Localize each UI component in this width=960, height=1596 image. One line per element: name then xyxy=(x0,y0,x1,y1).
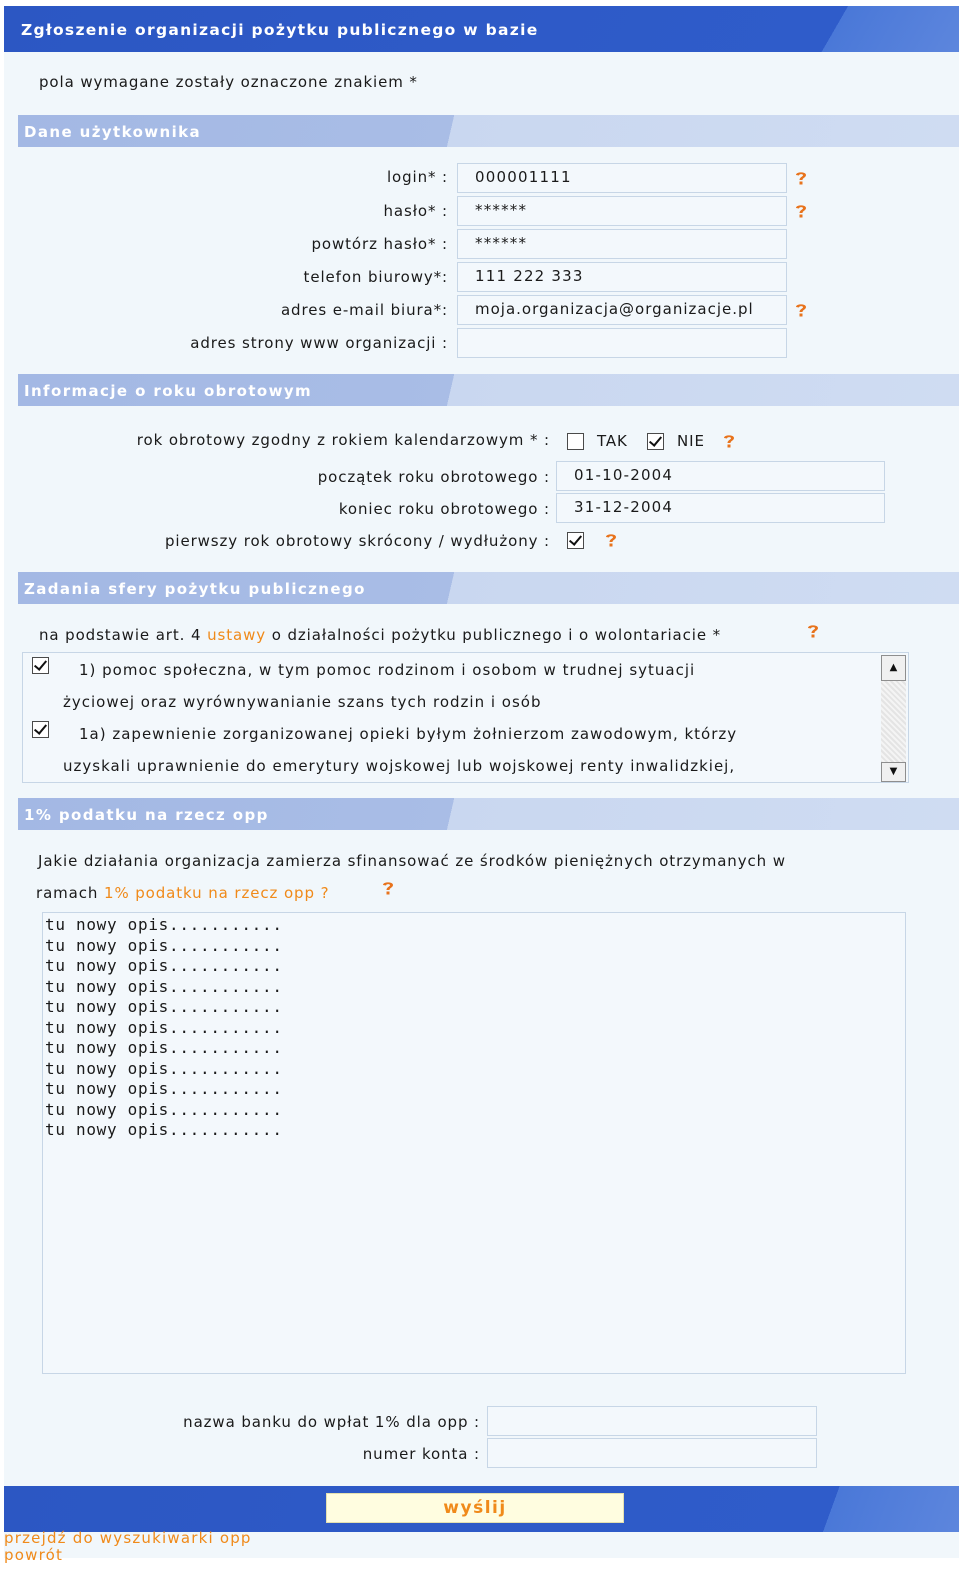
calendar-year-label: rok obrotowy zgodny z rokiem kalendarzowym * : xyxy=(136,431,550,449)
tax-question-line2 xyxy=(36,884,329,902)
description-line: tu nowy opis........... xyxy=(45,956,283,975)
tax-description-textarea[interactable] xyxy=(42,912,906,1374)
tax-question-text: ramach xyxy=(36,884,104,902)
tasks-intro-text: na podstawie art. 4 xyxy=(39,626,208,644)
search-link[interactable]: przejdź do wyszukiwarki opp xyxy=(4,1529,252,1547)
description-line: tu nowy opis........... xyxy=(45,1038,283,1057)
section-header-tasks: Zadania sfery pożytku publicznego xyxy=(18,572,959,604)
tasks-listbox[interactable] xyxy=(22,652,909,783)
ustawy-link[interactable]: ustawy xyxy=(207,626,267,644)
question-mark-icon[interactable] xyxy=(380,880,396,896)
tax-info-link[interactable]: 1% podatku na rzecz opp ? xyxy=(104,884,330,902)
question-mark-icon[interactable] xyxy=(603,532,619,548)
list-item: 1) pomoc społeczna, w tym pomoc rodzinom i osobom w trudnej sytuacji xyxy=(79,661,696,679)
tax-question-line1: Jakie działania organizacja zamierza sfinansować ze środków pieniężnych otrzymanych w xyxy=(38,852,786,870)
www-label: adres strony www organizacji : xyxy=(190,334,448,352)
shortened-year-label: pierwszy rok obrotowy skrócony / wydłużony : xyxy=(164,532,550,550)
phone-input[interactable]: 111 222 333 xyxy=(457,262,787,292)
question-mark-icon[interactable] xyxy=(793,302,809,318)
question-mark-icon[interactable] xyxy=(721,433,737,449)
login-input[interactable]: 000001111 xyxy=(457,163,787,193)
description-line: tu nowy opis........... xyxy=(45,1017,283,1037)
fiscal-start-label: początek roku obrotowego : xyxy=(317,468,550,486)
task-checkbox[interactable] xyxy=(32,721,49,738)
shortened-year-checkbox[interactable] xyxy=(567,532,584,549)
fiscal-end-label: koniec roku obrotowego : xyxy=(338,500,550,518)
list-item: uzyskali uprawnienie do emerytury wojskowej lub wojskowej renty inwalidzkiej, xyxy=(63,757,736,775)
email-label: adres e-mail biura*: xyxy=(280,301,448,319)
section-header-tax: 1% podatku na rzecz opp xyxy=(18,798,959,830)
email-input[interactable]: moja.organizacja@organizacje.pl xyxy=(457,295,787,325)
question-mark-icon[interactable] xyxy=(793,170,809,186)
tasks-intro xyxy=(39,626,721,644)
fiscal-start-input[interactable]: 01-10-2004 xyxy=(556,461,885,491)
fiscal-end-input[interactable]: 31-12-2004 xyxy=(556,493,885,523)
list-item: 1a) zapewnienie zorganizowanej opieki byłym żołnierzom zawodowym, którzy xyxy=(79,725,738,743)
description-line: tu nowy opis........... xyxy=(45,1120,283,1139)
password-input[interactable]: ****** xyxy=(457,196,787,226)
question-mark-icon[interactable] xyxy=(793,203,809,219)
phone-label: telefon biurowy*: xyxy=(303,268,448,286)
description-line: tu nowy opis........... xyxy=(45,935,283,955)
back-link[interactable]: powrót xyxy=(4,1546,64,1564)
password-repeat-label: powtórz hasło* : xyxy=(311,235,448,253)
listbox-scrollbar[interactable] xyxy=(881,655,906,780)
description-line: tu nowy opis........... xyxy=(45,1099,283,1119)
section-header-user: Dane użytkownika xyxy=(18,115,959,147)
account-label: numer konta : xyxy=(362,1445,480,1463)
tak-label: TAK xyxy=(597,432,628,450)
question-mark-icon[interactable] xyxy=(805,623,821,639)
bank-input[interactable] xyxy=(487,1406,817,1436)
nie-label: NIE xyxy=(677,432,705,450)
section-header-fiscal: Informacje o roku obrotowym xyxy=(18,374,959,406)
login-label: login* : xyxy=(386,168,448,186)
arrow-up-icon[interactable]: ▲ xyxy=(881,655,906,681)
bank-label: nazwa banku do wpłat 1% dla opp : xyxy=(183,1413,480,1431)
www-input[interactable] xyxy=(457,328,787,358)
list-item: życiowej oraz wyrównywanianie szans tych rodzin i osób xyxy=(63,693,542,711)
tasks-intro-rest: o działalności pożytku publicznego i o wolontariacie * xyxy=(266,626,722,644)
tak-checkbox[interactable] xyxy=(567,433,584,450)
description-line: tu nowy opis........... xyxy=(45,1058,283,1078)
page-title: Zgłoszenie organizacji pożytku publicznego w bazie xyxy=(4,6,959,52)
task-checkbox[interactable] xyxy=(32,657,49,674)
description-line: tu nowy opis........... xyxy=(45,997,283,1016)
description-line: tu nowy opis........... xyxy=(45,915,283,934)
submit-button[interactable]: wyślij xyxy=(326,1493,624,1523)
description-line: tu nowy opis........... xyxy=(45,976,283,996)
description-line: tu nowy opis........... xyxy=(45,1079,283,1098)
nie-checkbox[interactable] xyxy=(647,433,664,450)
password-repeat-input[interactable]: ****** xyxy=(457,229,787,259)
arrow-down-icon[interactable]: ▼ xyxy=(881,762,906,782)
required-note: pola wymagane zostały oznaczone znakiem * xyxy=(39,73,418,91)
account-input[interactable] xyxy=(487,1438,817,1468)
password-label: hasło* : xyxy=(383,202,448,220)
